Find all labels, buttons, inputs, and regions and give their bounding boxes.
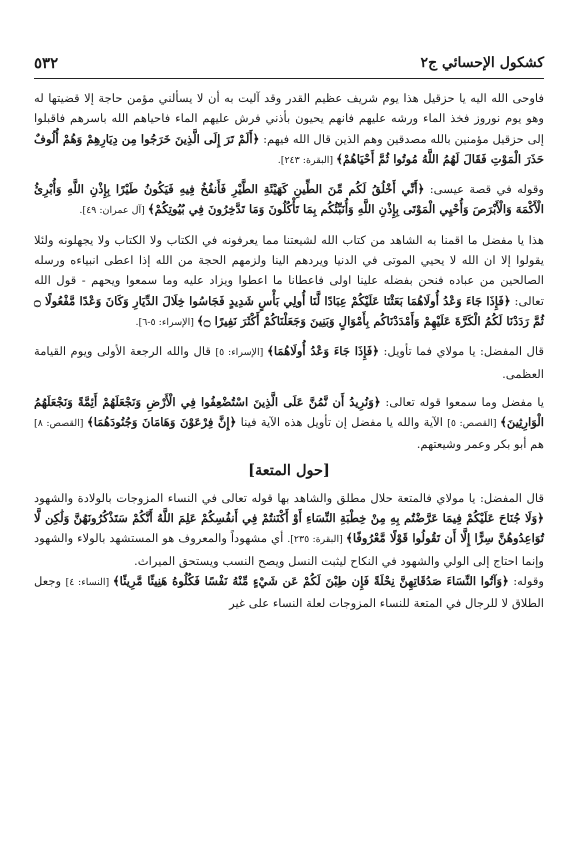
quran-verse: ﴿وَآتُوا النِّسَاءَ صَدُقَاتِهِنَّ نِحْلَةً فَإِن طِبْنَ لَكُمْ عَن شَيْءٍ مِّنْهُ نَفْسًا فَكُلُوهُ هَنِيئًا مَّرِيئًا﴾ <box>112 573 509 588</box>
section-title-text: [حول المتعة] <box>248 461 330 479</box>
quran-verse: ﴿فَإِذَا جَاءَ وَعْدُ أُولَاهُمَا بَعَثْنَا عَلَيْكُمْ عِبَادًا لَّنَا أُولِي بَأْسٍ شَدِيدٍ فَجَاسُوا خِلَالَ الدِّيَارِ وَكَانَ وَعْدًا مَّفْعُولًا ۝ ثُمَّ رَدَدْنَا لَكُمُ الْكَرَّةَ عَلَيْهِمْ وَأَمْدَدْنَاكُم بِأَمْوَالٍ وَبَنِينَ وَجَعَلْنَاكُمْ أَكْثَرَ نَفِيرًا ۝﴾ <box>34 293 544 328</box>
verse-reference: [القصص: ٥] <box>447 418 501 430</box>
paragraph <box>34 488 544 571</box>
paragraph <box>34 341 544 384</box>
paragraph <box>34 230 544 333</box>
page-header <box>34 50 544 79</box>
paragraph-text: قال المفضل: يا مولاي فما تأويل: <box>379 344 544 359</box>
verse-reference: [القصص: ٨] <box>34 418 87 430</box>
verse-reference: [البقرة: ٢٤٣]. <box>277 154 337 166</box>
book-title: كشكول الإحسائي ج٢ <box>420 55 544 71</box>
verse-reference: [الإسراء: ٥] <box>215 347 268 359</box>
paragraph-text: قال والله الرجعة الأولى ويوم القيامة العظمى. <box>34 344 544 381</box>
paragraph <box>34 392 544 455</box>
paragraph-text: فاوحى الله اليه يا حزقيل هذا يوم شريف عظيم القدر وقد آليت به أن لا يسألني مؤمن حاجة إلا قضيتها له وهو يوم نوروز فخذ الماء ورشه عليهم فانهم يحيون بأذني فرش عليهم الماء فاحياهم الله باسرهم فاقبلوا إلى حزقيل مؤمنين بالله مصدقين وهم الذين قال الله فيهم: <box>34 91 544 146</box>
page-number: ٥٣٢ <box>34 54 59 72</box>
paragraphs-before-section <box>34 88 544 455</box>
section-title <box>34 460 544 483</box>
paragraph-text: هم أبو بكر وعمر وشيعتهم. <box>416 437 544 452</box>
quran-verse: ﴿فَإِذَا جَاءَ وَعْدُ أُولَاهُمَا﴾ <box>267 344 380 359</box>
verse-reference: [البقرة: ٢٣٥]. <box>287 534 347 546</box>
verse-reference: [آل عمران: ٤٩]. <box>79 205 148 217</box>
page-body <box>34 88 544 614</box>
quran-verse: ﴿إِنَّ فِرْعَوْنَ وَهَامَانَ وَجُنُودَهُمَا﴾ <box>86 415 237 430</box>
paragraph-text: وقوله في قصة عيسى: <box>424 182 544 197</box>
verse-reference: [النساء: ٤] <box>65 576 113 588</box>
verse-reference: [الإسراء: ٥-٦]. <box>135 316 197 328</box>
quran-verse: ﴿أَنِّي أَخْلُقُ لَكُم مِّنَ الطِّينِ كَهَيْئَةِ الطَّيْرِ فَأَنفُخُ فِيهِ فَيَكُونُ طَيْرًا بِإِذْنِ اللَّهِ وَأُبْرِئُ الْأَكْمَهَ وَالْأَبْرَصَ وَأُحْيِي الْمَوْتَى بِإِذْنِ اللَّهِ وَأُنَبِّئُكُم بِمَا تَأْكُلُونَ وَمَا تَدَّخِرُونَ فِي بُيُوتِكُمْ﴾ <box>34 182 544 217</box>
paragraph-text: قال المفضل: يا مولاي فالمتعة حلال مطلق والشاهد بها قوله تعالى في النساء المزوجات بالولادة والشهود <box>34 490 544 505</box>
quran-verse: ﴿أَلَمْ تَرَ إِلَى الَّذِينَ خَرَجُوا مِن دِيَارِهِمْ وَهُمْ أُلُوفٌ حَذَرَ الْمَوْتِ فَقَالَ لَهُمُ اللَّهُ مُوتُوا ثُمَّ أَحْيَاهُمْ﴾ <box>34 131 544 166</box>
paragraph-text: يا مفضل وما سمعوا قوله تعالى: <box>380 394 544 409</box>
paragraph <box>34 179 544 222</box>
paragraph-text: هذا يا مفضل ما اقمنا به الشاهد من كتاب الله لشيعتنا مما يعرفونه في الكتاب ولا الكتاب ولا يجهلونه ولئلا يقولوا إلا ان الله لا يحيي الموتى في الدنيا ويردهم الينا ولزمهم الحجة من الله إذا اعطى انبياءه ورسله الصالحين من عباده فنحن بفضله علينا اولى فاعطانا ما اعطوا ويزاد عليه وما سمعوا ويحهم - قول الله تعالى: <box>34 232 544 308</box>
paragraph-text: وقوله: <box>508 573 545 588</box>
quran-verse: ﴿وَنُرِيدُ أَن نَّمُنَّ عَلَى الَّذِينَ اسْتُضْعِفُوا فِي الْأَرْضِ وَنَجْعَلَهُمْ أَئِمَّةً وَنَجْعَلَهُمُ الْوَارِثِينَ﴾ <box>34 394 544 430</box>
quran-verse: ﴿وَلَا جُنَاحَ عَلَيْكُمْ فِيمَا عَرَّضْتُم بِهِ مِنْ خِطْبَةِ النِّسَاءِ أَوْ أَكْنَنتُمْ فِي أَنفُسِكُمْ عَلِمَ اللَّهُ أَنَّكُمْ سَتَذْكُرُونَهُنَّ وَلَٰكِن لَّا تُوَاعِدُوهُنَّ سِرًّا إِلَّا أَن تَقُولُوا قَوْلًا مَّعْرُوفًا﴾ <box>34 511 545 546</box>
paragraph-text: الآية والله يا مفضل إن تأويل هذه الآية فينا <box>236 415 448 430</box>
paragraph-text: وجعل الطلاق لا للرجال في المتعة للنساء المزوجات لعلة النساء على غير <box>34 573 544 611</box>
paragraph <box>34 571 544 614</box>
paragraph-text: أي مشهوداً والمعروف هو المستشهد بالولاء والشهود وإنما احتاج إلى الولي والشهود في النكاح ليثبت النسل ويصح النسب ويستحق الميراث. <box>34 531 544 568</box>
paragraph <box>34 88 544 171</box>
paragraphs-after-section <box>34 488 544 614</box>
